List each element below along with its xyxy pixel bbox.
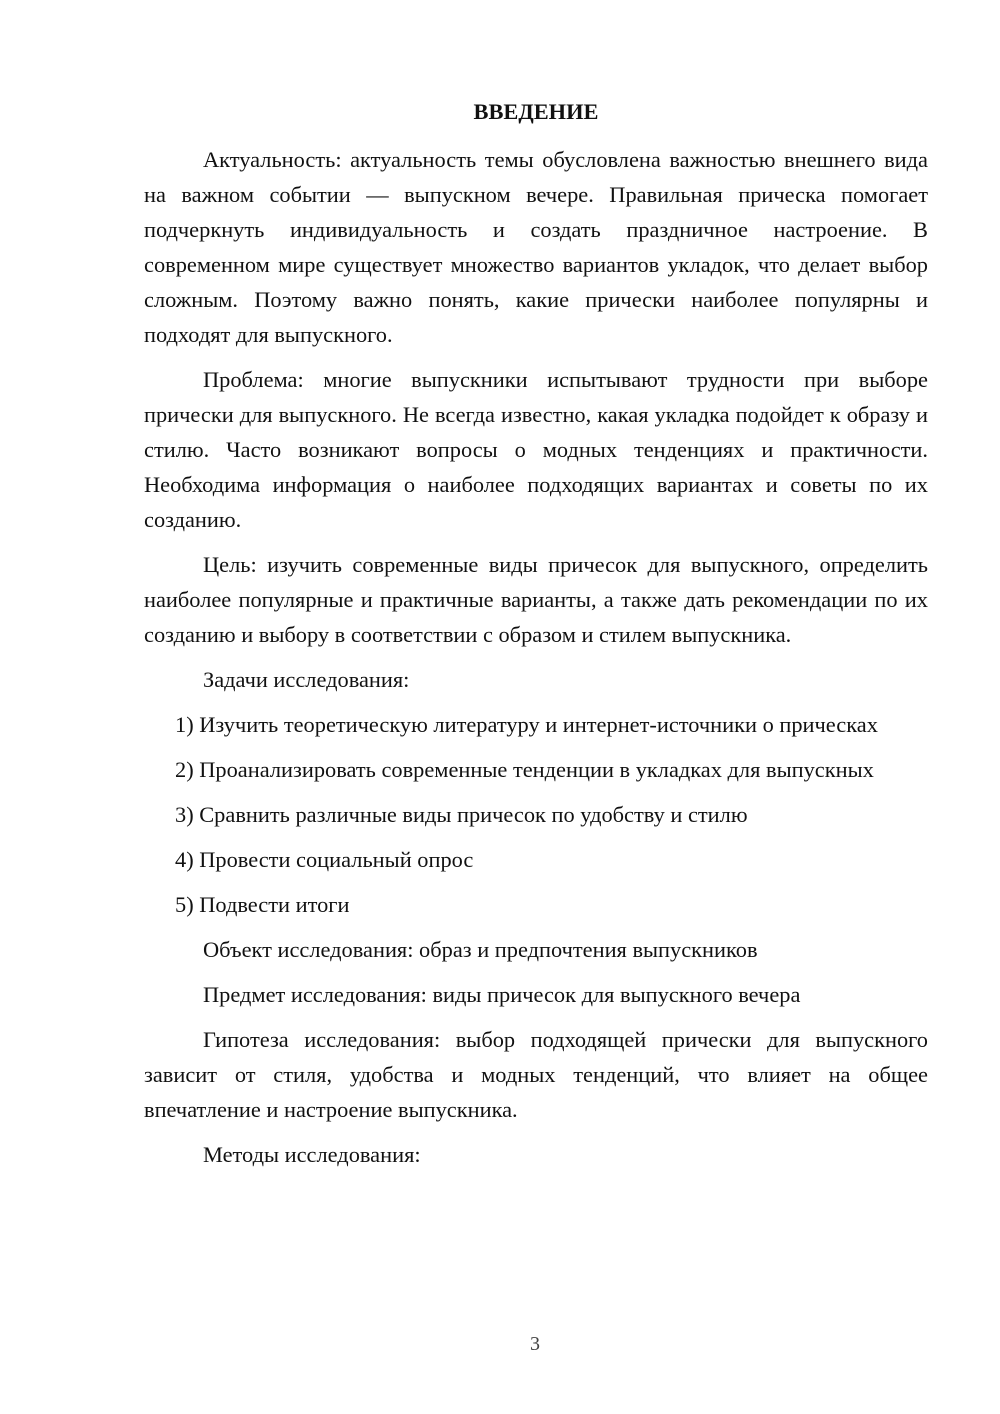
task-item: 4) Провести социальный опрос bbox=[175, 847, 474, 872]
task-item: 1) Изучить теоретическую литературу и интернет-источники о прическах bbox=[175, 712, 878, 737]
tasks-heading: Задачи исследования: bbox=[203, 667, 410, 692]
goal-paragraph: Цель: изучить современные виды причесок для выпускного, определить наиболее популярные и практичные варианты, а также дать рекомендации по их созданию и выбору в соответствии с образом и стилем выпускника. bbox=[144, 552, 928, 647]
task-item: 3) Сравнить различные виды причесок по удобству и стилю bbox=[175, 802, 748, 827]
object-paragraph: Объект исследования: образ и предпочтения выпускников bbox=[203, 937, 758, 962]
page-content bbox=[144, 94, 928, 1182]
page-title: ВВЕДЕНИЕ bbox=[473, 99, 599, 124]
subject-paragraph: Предмет исследования: виды причесок для выпускного вечера bbox=[203, 982, 801, 1007]
problem-paragraph: Проблема: многие выпускники испытывают трудности при выборе прически для выпускного. Не всегда известно, какая укладка подойдет к образу и стилю. Часто возникают вопросы о модных тенденциях и практичности. Необходима информация о наиболее подходящих вариантах и советы по их созданию. bbox=[144, 367, 928, 532]
page-number: 3 bbox=[530, 1333, 540, 1355]
methods-heading: Методы исследования: bbox=[203, 1142, 421, 1167]
task-item: 2) Проанализировать современные тенденции в укладках для выпускных bbox=[175, 757, 874, 782]
task-item: 5) Подвести итоги bbox=[175, 892, 350, 917]
tasks-list bbox=[144, 707, 928, 922]
relevance-paragraph: Актуальность: актуальность темы обусловлена важностью внешнего вида на важном событии — выпускном вечере. Правильная прическа помогает подчеркнуть индивидуальность и создать праздничное настроение. В современном мире существует множество вариантов укладок, что делает выбор сложным. Поэтому важно понять, какие прически наиболее популярны и подходят для выпускного. bbox=[144, 147, 928, 347]
hypothesis-paragraph: Гипотеза исследования: выбор подходящей прически для выпускного зависит от стиля, удобства и модных тенденций, что влияет на общее впечатление и настроение выпускника. bbox=[144, 1027, 928, 1122]
